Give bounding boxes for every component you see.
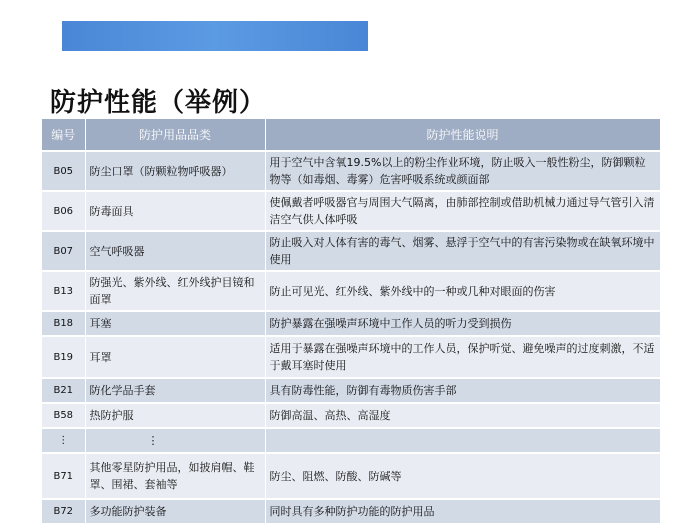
header-category: 防护用品品类 [85, 119, 265, 151]
row-description: 防止可见光、红外线、紫外线中的一种或几种对眼面的伤害 [265, 271, 660, 311]
row-category: 空气呼吸器 [85, 231, 265, 271]
table-row [42, 499, 660, 524]
table-row-ellipsis [42, 428, 660, 453]
row-code: B18 [42, 311, 85, 336]
header-accent-bar [62, 21, 368, 51]
row-code: B07 [42, 231, 85, 271]
row-code: B13 [42, 271, 85, 311]
row-description: 适用于暴露在强噪声环境中的工作人员，保护听觉、避免噪声的过度刺激，不适于戴耳塞时使用 [265, 336, 660, 378]
row-code: B19 [42, 336, 85, 378]
header-code: 编号 [42, 119, 85, 151]
row-category: 防强光、紫外线、红外线护目镜和面罩 [85, 271, 265, 311]
table-row [42, 311, 660, 336]
row-description [265, 428, 660, 453]
row-category: 防尘口罩（防颗粒物呼吸器） [85, 151, 265, 191]
table-row [42, 231, 660, 271]
row-category: 耳塞 [85, 311, 265, 336]
row-description: 同时具有多种防护功能的防护用品 [265, 499, 660, 524]
row-category: 耳罩 [85, 336, 265, 378]
row-description: 防护暴露在强噪声环境中工作人员的听力受到损伤 [265, 311, 660, 336]
table-header-row [42, 119, 660, 151]
row-category: ⋮ [85, 428, 265, 453]
row-category: 多功能防护装备 [85, 499, 265, 524]
row-code: B06 [42, 191, 85, 231]
row-code: B05 [42, 151, 85, 191]
table-row [42, 271, 660, 311]
row-description: 防御高温、高热、高湿度 [265, 403, 660, 428]
slide-title: 防护性能（举例） [50, 88, 267, 118]
table-row [42, 191, 660, 231]
protection-table [42, 119, 661, 525]
table-row [42, 378, 660, 403]
row-code: ⋮ [42, 428, 85, 453]
row-category: 防化学品手套 [85, 378, 265, 403]
header-description: 防护性能说明 [265, 119, 660, 151]
row-code: B58 [42, 403, 85, 428]
row-category: 其他零星防护用品，如披肩帽、鞋罩、围裙、套袖等 [85, 453, 265, 499]
table-row [42, 453, 660, 499]
row-code: B72 [42, 499, 85, 524]
row-description: 防尘、阻燃、防酸、防碱等 [265, 453, 660, 499]
table-row [42, 151, 660, 191]
row-description: 使佩戴者呼吸器官与周围大气隔离，由肺部控制或借助机械力通过导气管引入清洁空气供人体呼吸 [265, 191, 660, 231]
row-description: 具有防毒性能，防御有毒物质伤害手部 [265, 378, 660, 403]
row-category: 防毒面具 [85, 191, 265, 231]
row-code: B71 [42, 453, 85, 499]
row-description: 防止吸入对人体有害的毒气、烟雾、悬浮于空气中的有害污染物或在缺氧环境中使用 [265, 231, 660, 271]
table-row [42, 403, 660, 428]
row-code: B21 [42, 378, 85, 403]
table-row [42, 336, 660, 378]
row-category: 热防护服 [85, 403, 265, 428]
row-description: 用于空气中含氧19.5%以上的粉尘作业环境，防止吸入一般性粉尘，防御颗粒物等（如毒烟、毒雾）危害呼吸系统或颜面部 [265, 151, 660, 191]
